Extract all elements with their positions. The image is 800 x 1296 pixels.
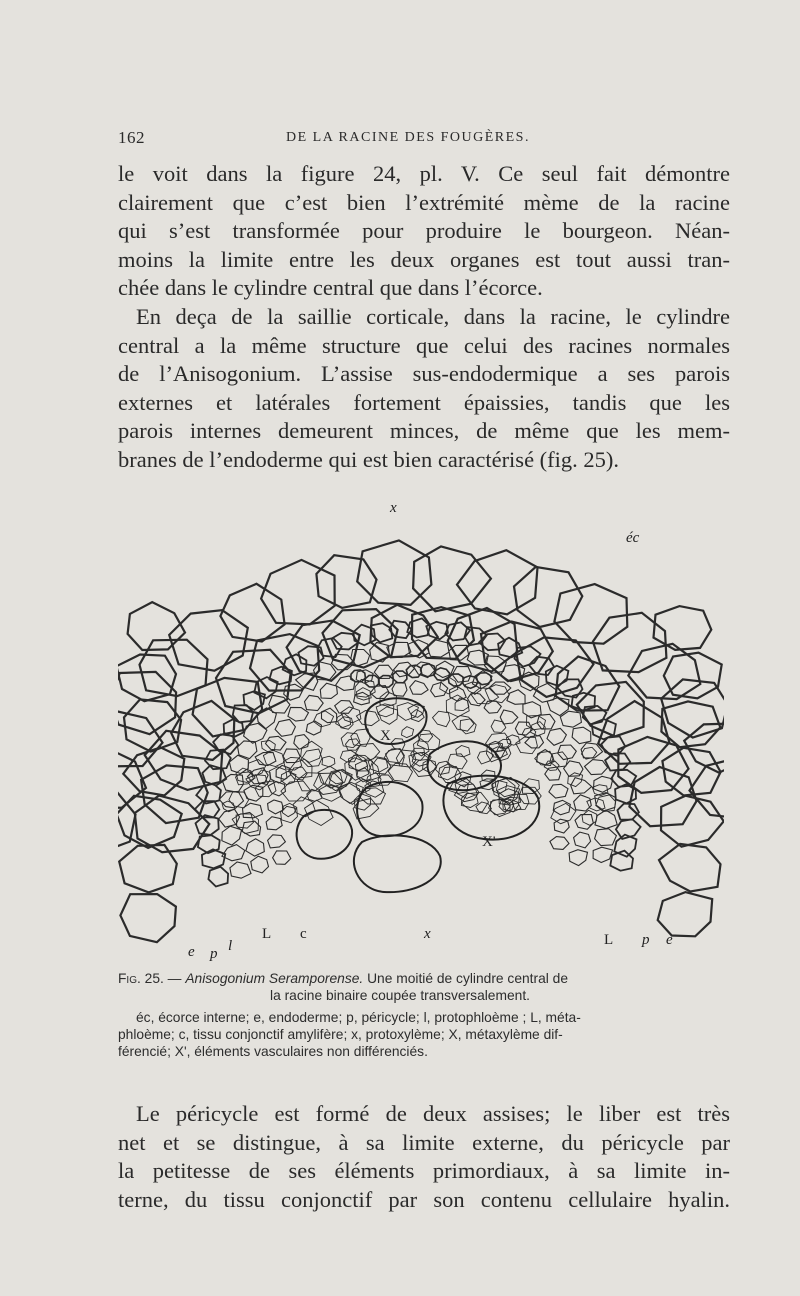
figure-caption bbox=[118, 970, 726, 1060]
tissue-cell bbox=[316, 555, 376, 608]
tissue-cell bbox=[269, 667, 292, 685]
tissue-cell bbox=[378, 775, 393, 785]
tissue-cell bbox=[574, 795, 592, 811]
text-line: terne, du tissu conjonctif par son contenu cellulaire hyalin. bbox=[118, 1186, 730, 1212]
text-line: la petitesse de ses éléments primordiaux, à sa limite in- bbox=[118, 1158, 730, 1184]
text-line: En deça de la saillie corticale, dans la racine, le cylindre bbox=[136, 303, 730, 329]
caption-dash: — bbox=[163, 971, 186, 986]
tissue-cell bbox=[593, 847, 612, 862]
tissue-cell bbox=[507, 690, 525, 705]
figure-label: Fig. 25. bbox=[118, 971, 164, 986]
tissue-cell bbox=[560, 711, 581, 727]
body-text-bottom bbox=[118, 1100, 730, 1214]
tissue-cell bbox=[554, 584, 627, 644]
tissue-cell bbox=[547, 728, 566, 745]
tissue-cell bbox=[236, 812, 258, 833]
metaxylem-cell bbox=[443, 776, 539, 840]
tissue-cell bbox=[238, 741, 257, 759]
xylem-cell bbox=[354, 835, 441, 892]
tissue-cell bbox=[455, 698, 469, 711]
tissue-cell bbox=[273, 851, 291, 864]
tissue-cell bbox=[658, 892, 713, 936]
figure-label-x-bottom: x bbox=[424, 926, 431, 942]
tissue-cell bbox=[572, 727, 591, 744]
caption-legend bbox=[118, 1009, 726, 1060]
text-line: clairement que c’est bien l’extrémité mème de la racine bbox=[118, 189, 730, 215]
tissue-cell bbox=[379, 676, 394, 688]
tissue-cell bbox=[220, 584, 284, 642]
tissue-cell bbox=[553, 800, 570, 815]
tissue-cell bbox=[287, 621, 360, 681]
text-line: parois internes demeurent minces, de même que les mem- bbox=[118, 418, 730, 444]
legend-line: férencié; X', éléments vasculaires non différenciés. bbox=[118, 1044, 428, 1059]
tissue-cell bbox=[410, 681, 428, 695]
tissue-cell bbox=[409, 753, 429, 772]
text-line: central a la même structure que celui des racines normales bbox=[118, 332, 730, 358]
tissue-cell bbox=[575, 815, 593, 830]
tissue-cell bbox=[433, 711, 450, 727]
figure-label-c: c bbox=[300, 926, 307, 942]
tissue-cell bbox=[582, 810, 597, 825]
tissue-cell bbox=[476, 673, 491, 685]
tissue-cell bbox=[128, 602, 185, 650]
tissue-cell bbox=[336, 713, 351, 727]
tissue-cell bbox=[595, 829, 617, 846]
xylem-cell bbox=[357, 782, 422, 836]
tissue-cell bbox=[427, 640, 449, 657]
tissue-cell bbox=[251, 856, 269, 873]
text-line: de l’Anisogonium. L’assise sus-endodermique a ses parois bbox=[118, 361, 730, 387]
tissue-cell bbox=[484, 701, 501, 713]
tissue-cell bbox=[306, 721, 321, 735]
tissue-cell bbox=[394, 662, 415, 677]
tissue-cell bbox=[572, 693, 595, 711]
tissue-cell bbox=[431, 682, 448, 696]
tissue-cell bbox=[294, 735, 309, 750]
text-line: branes de l’endoderme qui est bien caractérisé (fig. 25). bbox=[118, 446, 620, 472]
tissue-cell bbox=[397, 703, 418, 721]
tissue-cell bbox=[595, 810, 617, 828]
text-line: externes et latérales fortement épaissies, tandis que les bbox=[118, 389, 730, 415]
tissue-cell bbox=[421, 664, 436, 677]
tissue-cell bbox=[301, 749, 322, 767]
tissue-cell bbox=[460, 719, 476, 734]
tissue-cell bbox=[222, 826, 242, 845]
tissue-cell bbox=[313, 711, 333, 727]
tissue-cell bbox=[118, 655, 176, 702]
tissue-cell bbox=[340, 750, 357, 761]
tissue-cell bbox=[402, 727, 414, 738]
figure-label-X-prime: X' bbox=[482, 834, 496, 850]
tissue-cell bbox=[515, 722, 532, 735]
tissue-cell bbox=[322, 708, 337, 723]
tissue-cell bbox=[119, 845, 177, 893]
figure-label-L-left: L bbox=[262, 926, 272, 942]
legend-line: phloème; c, tissu conjonctif amylifère; x, protoxylème; X, métaxylème dif- bbox=[118, 1027, 563, 1042]
figure-label-e-left: e bbox=[188, 944, 195, 960]
cross-section-illustration bbox=[118, 498, 724, 968]
xylem-cell bbox=[297, 810, 353, 859]
tissue-cell bbox=[596, 795, 616, 812]
tissue-cell bbox=[550, 837, 569, 850]
tissue-cell bbox=[370, 643, 390, 663]
tissue-cell bbox=[585, 760, 608, 775]
figure-label-p-left: p bbox=[210, 946, 218, 962]
tissue-cell bbox=[124, 699, 181, 751]
tissue-cell bbox=[266, 736, 287, 750]
tissue-cell bbox=[297, 773, 324, 791]
legend-line: éc, écorce interne; e, endoderme; p, péricycle; l, protophloème ; L, méta- bbox=[136, 1010, 581, 1025]
figure-25-root-section bbox=[118, 498, 724, 968]
tissue-cell bbox=[222, 801, 235, 812]
tissue-cell bbox=[594, 776, 613, 792]
text-line: moins la limite entre les deux organes est tout aussi tran- bbox=[118, 246, 730, 272]
tissue-cell bbox=[322, 756, 335, 767]
tissue-cell bbox=[120, 894, 175, 942]
tissue-cell bbox=[549, 784, 568, 798]
figure-label-X-inner: X bbox=[380, 728, 391, 744]
tissue-cell bbox=[336, 676, 356, 690]
text-line: qui s’est transformée pour produire le bourgeon. Néan- bbox=[118, 218, 730, 244]
tissue-cell bbox=[456, 746, 470, 757]
tissue-cell bbox=[392, 683, 407, 696]
tissue-cell bbox=[305, 695, 324, 710]
tissue-cell bbox=[465, 627, 487, 645]
figure-label-l-left: l bbox=[228, 938, 233, 954]
tissue-cell bbox=[514, 567, 582, 627]
tissue-cell bbox=[659, 844, 721, 892]
figure-label-L-right: L bbox=[604, 932, 614, 948]
caption-title-rest: Une moitié de cylindre central de bbox=[363, 971, 569, 986]
tissue-cell bbox=[266, 817, 282, 830]
tissue-cell bbox=[569, 850, 587, 866]
figure-label-x-top: x bbox=[390, 500, 397, 516]
tissue-cell bbox=[222, 845, 245, 861]
page-header bbox=[118, 128, 728, 152]
tissue-cell bbox=[246, 839, 264, 856]
tissue-cell bbox=[491, 720, 506, 732]
tissue-cell bbox=[354, 692, 370, 705]
figure-label-ec: éc bbox=[626, 530, 640, 546]
tissue-cell bbox=[283, 654, 307, 675]
text-line: net et se distingue, à sa limite externe, du péricycle par bbox=[118, 1129, 730, 1155]
tissue-cell bbox=[288, 707, 309, 721]
tissue-cell bbox=[230, 862, 251, 878]
tissue-cell bbox=[413, 546, 491, 611]
tissue-cell bbox=[452, 716, 474, 732]
text-line: Le péricycle est formé de deux assises; le liber est très bbox=[136, 1101, 730, 1126]
tissue-cell bbox=[284, 757, 302, 770]
tissue-cell bbox=[446, 695, 469, 717]
tissue-cell bbox=[522, 779, 539, 794]
tissue-cell bbox=[661, 796, 724, 847]
tissue-cell bbox=[275, 719, 295, 736]
tissue-cell bbox=[506, 735, 520, 745]
page-number: 162 bbox=[118, 128, 145, 147]
caption-title-line-2: la racine binaire coupée transversalement. bbox=[270, 988, 530, 1003]
running-head: DE LA RACINE DES FOUGÈRES. bbox=[286, 130, 530, 145]
text-line: le voit dans la figure 24, pl. V. Ce seul fait démontre bbox=[118, 161, 730, 186]
tissue-cell bbox=[261, 560, 335, 625]
tissue-cell bbox=[574, 832, 591, 848]
text-line: chée dans le cylindre central que dans l’écorce. bbox=[118, 275, 543, 301]
tissue-cell bbox=[529, 657, 554, 675]
tissue-cell bbox=[208, 867, 228, 887]
species-name: Anisogonium Seramporense. bbox=[185, 971, 364, 986]
tissue-cell bbox=[598, 701, 669, 764]
body-text-top bbox=[118, 160, 730, 475]
tissue-cell bbox=[611, 770, 636, 787]
figure-label-e-right: e bbox=[666, 932, 673, 948]
tissue-cell bbox=[268, 835, 286, 848]
caption-title-line bbox=[118, 970, 726, 987]
figure-label-p-right: p bbox=[642, 932, 650, 948]
